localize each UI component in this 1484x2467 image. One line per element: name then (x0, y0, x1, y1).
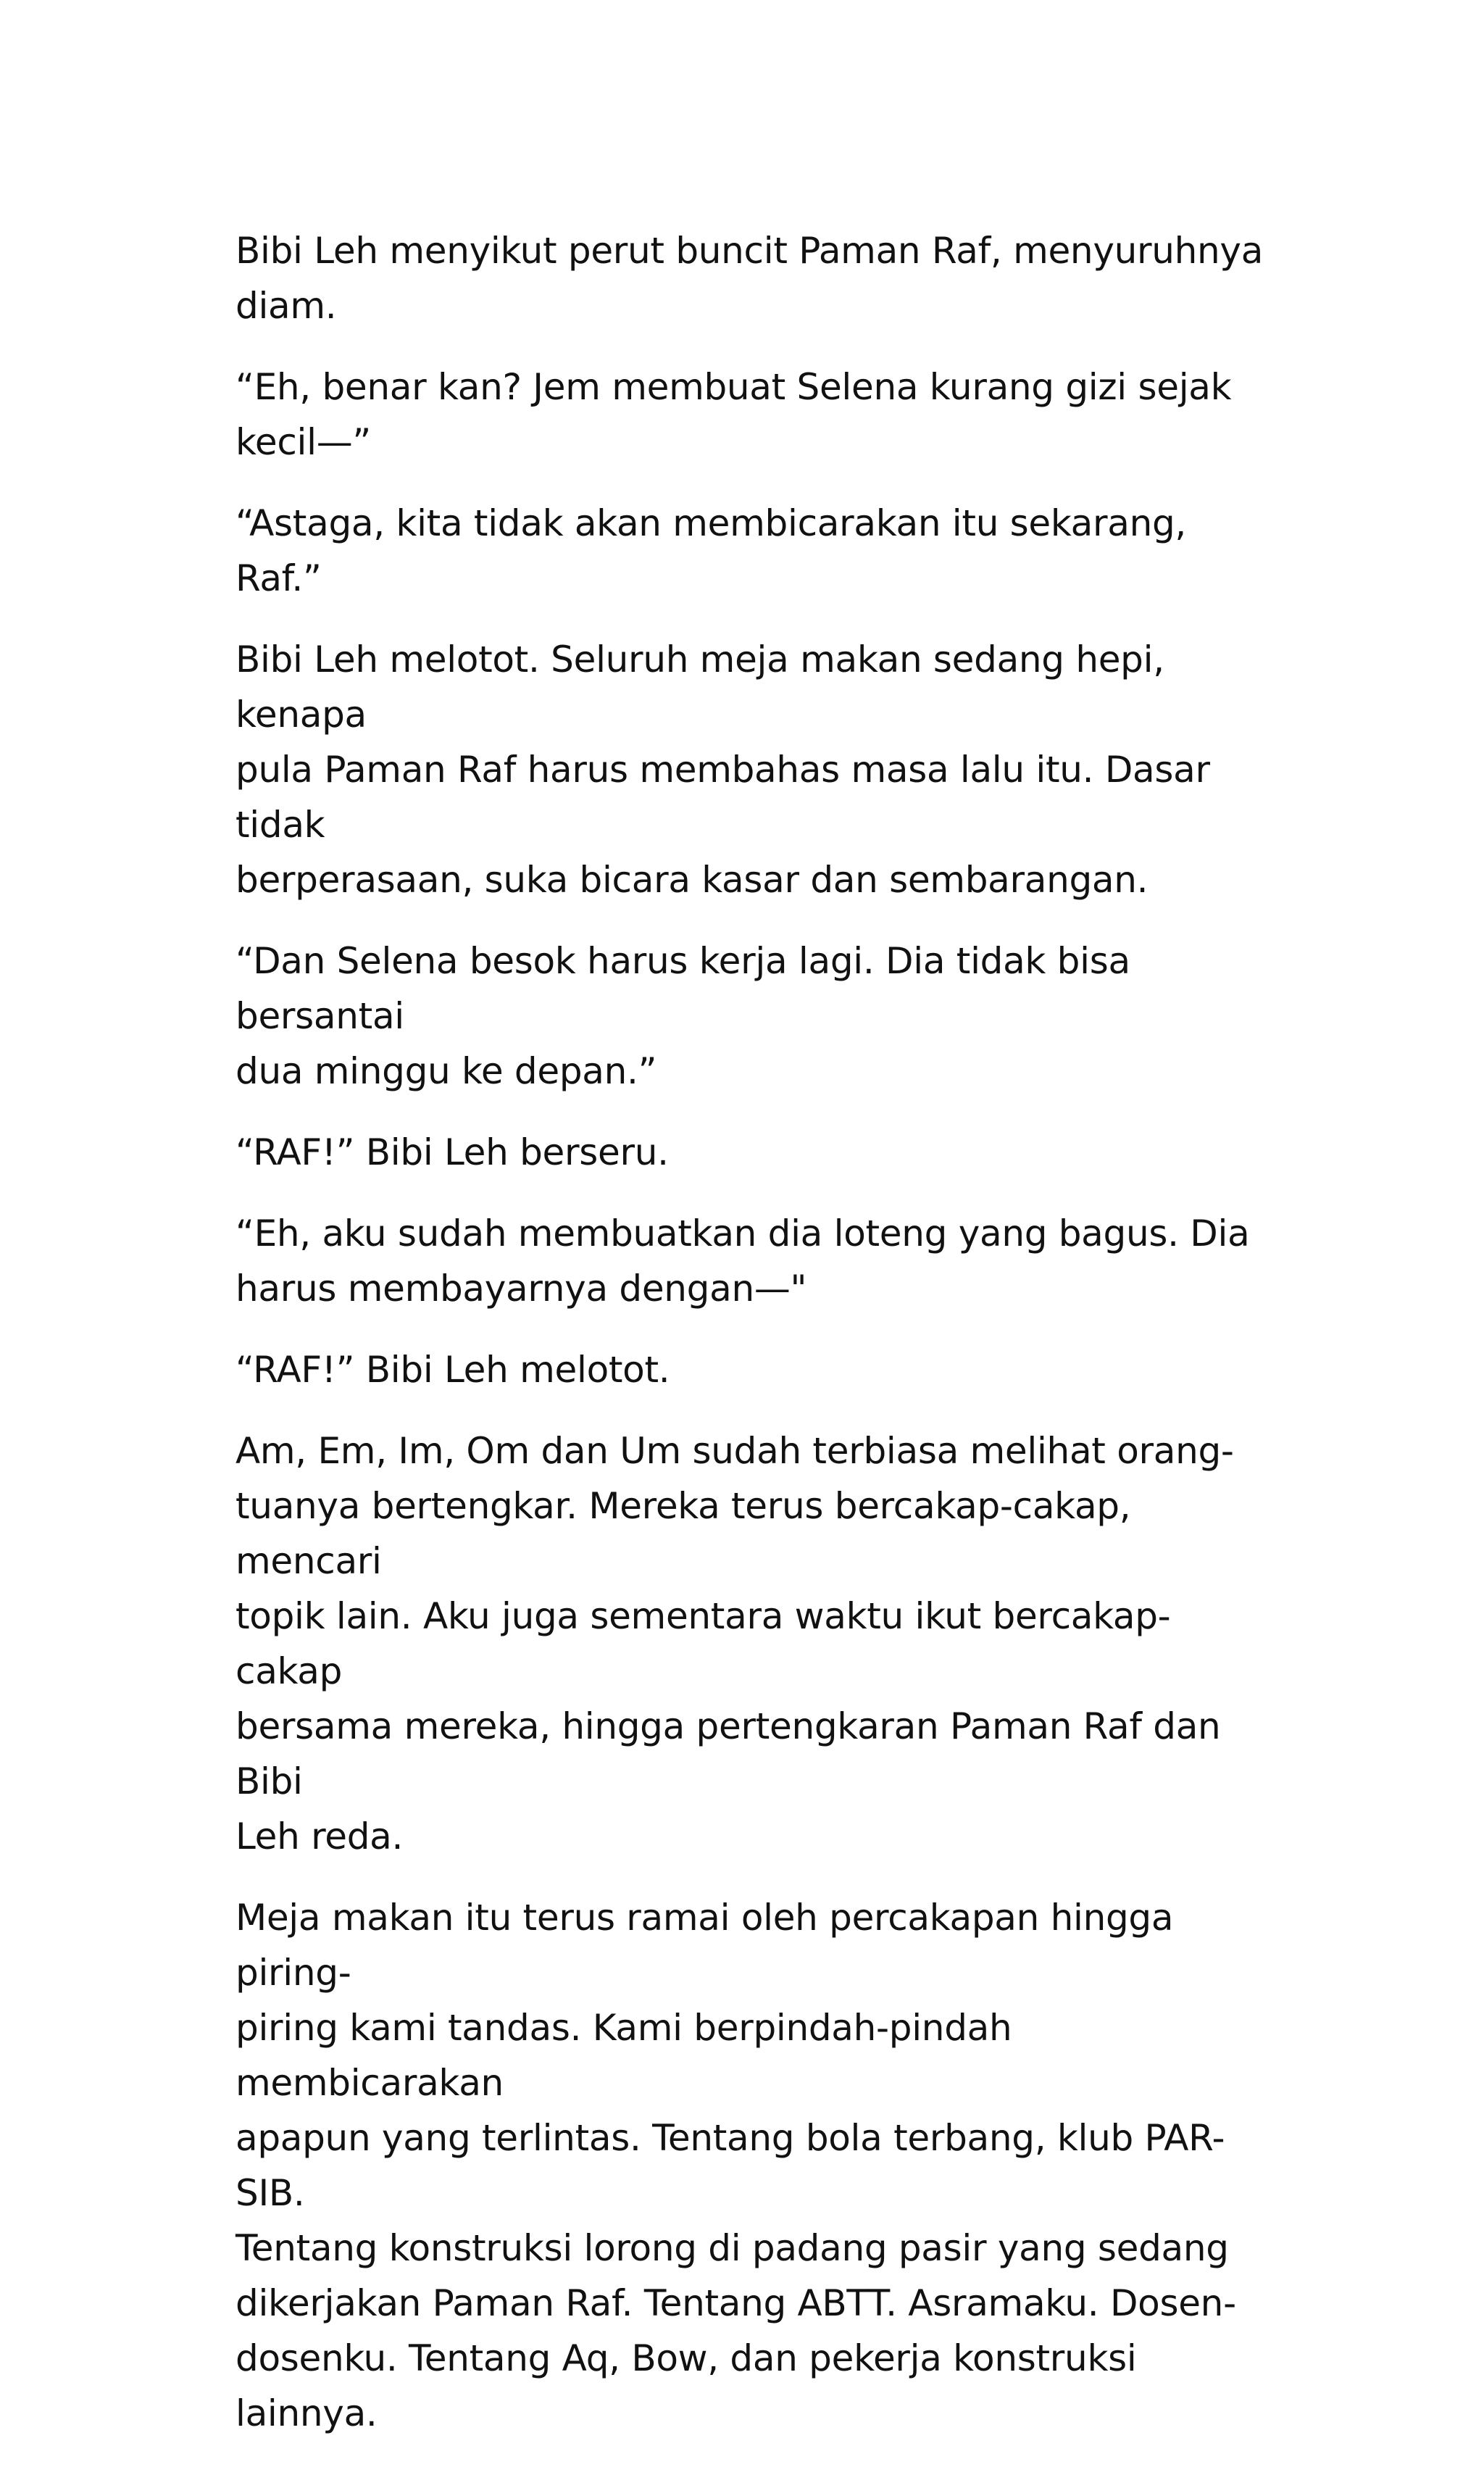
body-text (235, 223, 1264, 2467)
paragraph-2: “Eh, benar kan? Jem membuat Selena kurang gizi sejak kecil—” (235, 366, 1232, 463)
paragraph-7: “Eh, aku sudah membuatkan dia loteng yang bagus. Dia harus membayarnya dengan—" (235, 1212, 1250, 1310)
paragraph-10: Meja makan itu terus ramai oleh percakapan hingga piring- piring kami tandas. Kami berpindah-pindah membicarakan apapun yang terlintas. Tentang bola terbang, klub PAR-SIB. Tentang konstruksi lorong di padang pasir yang sedang dikerjakan Paman Raf. Tentang ABTT. Asramaku. Dosen- dosenku. Tentang Aq, Bow, dan pekerja konstruksi lainnya. (235, 1897, 1236, 2434)
paragraph-1: Bibi Leh menyikut perut buncit Paman Raf, menyuruhnya diam. (235, 230, 1264, 327)
paragraph-6: “RAF!” Bibi Leh berseru. (235, 1131, 669, 1173)
paragraph-8: “RAF!” Bibi Leh melotot. (235, 1349, 670, 1391)
paragraph-5: “Dan Selena besok harus kerja lagi. Dia tidak bisa bersantai dua minggu ke depan.” (235, 940, 1130, 1092)
paragraph-3: “Astaga, kita tidak akan membicarakan itu sekarang, Raf.” (235, 502, 1187, 599)
paragraph-9: Am, Em, Im, Om dan Um sudah terbiasa melihat orang- tuanya bertengkar. Mereka terus bercakap-cakap, mencari topik lain. Aku juga sementara waktu ikut bercakap-cakap bersama mereka, hingga pertengkaran Paman Raf dan Bibi Leh reda. (235, 1430, 1234, 1857)
paragraph-4: Bibi Leh melotot. Seluruh meja makan sedang hepi, kenapa pula Paman Raf harus membahas masa lalu itu. Dasar tidak berperasaan, suka bicara kasar dan sembarangan. (235, 638, 1210, 901)
